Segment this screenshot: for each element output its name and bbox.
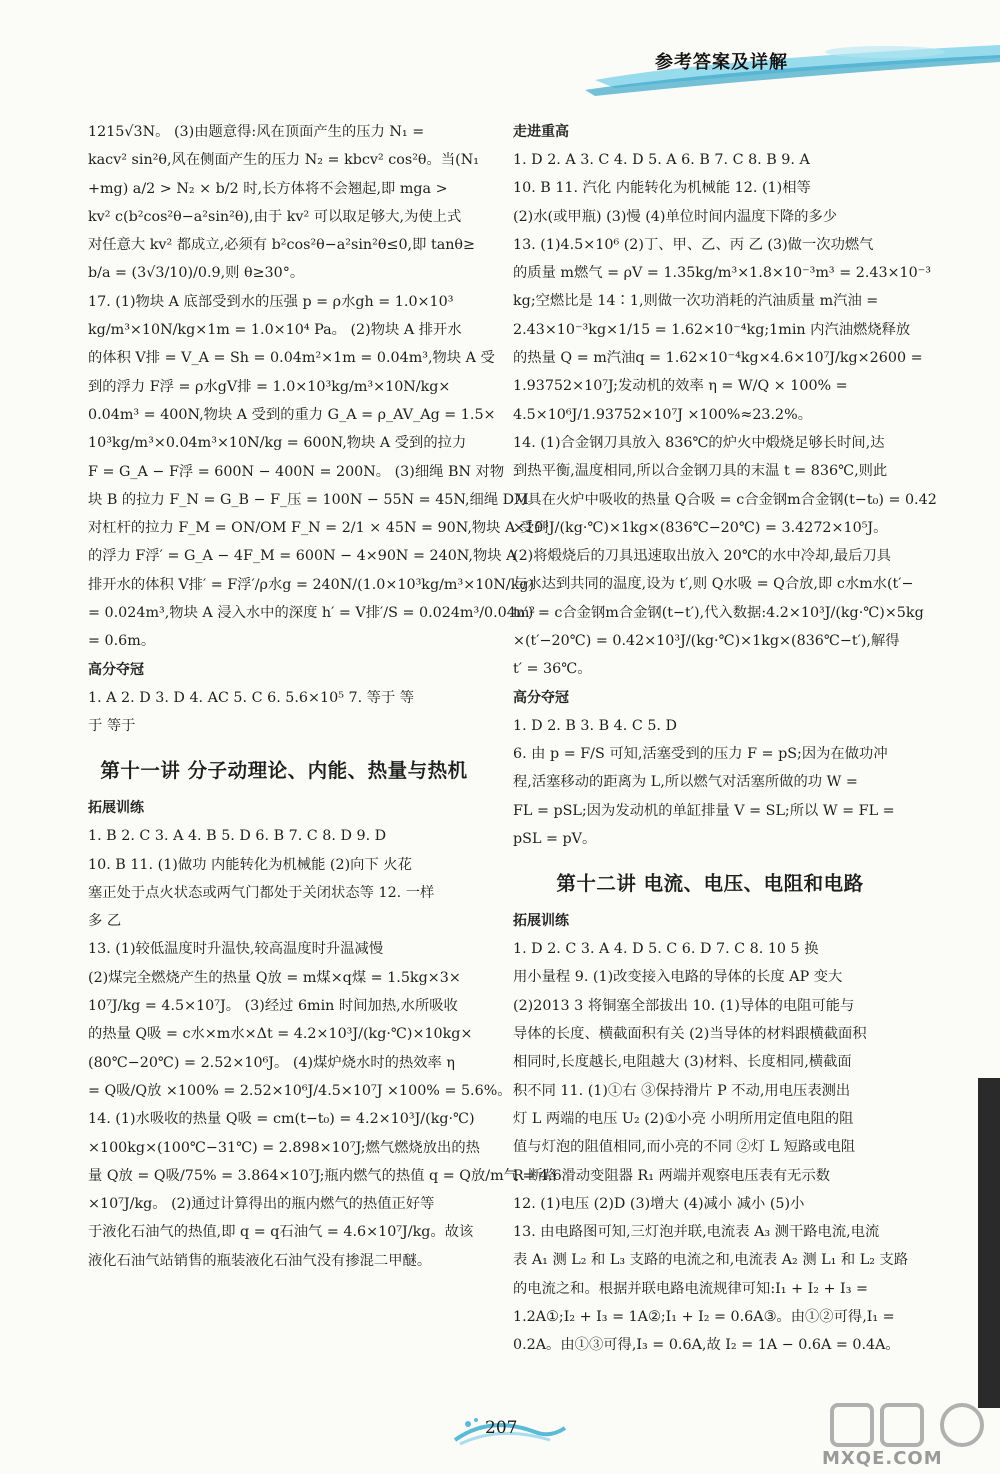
text-line: = 0.024m³,物块 A 浸入水中的深度 h′ = V排′/S = 0.024m³/0.04m² <box>88 605 536 622</box>
text-line: FL = pSL;因为发动机的单缸排量 V = SL;所以 W = FL = <box>513 802 895 819</box>
text-line: 块 B 的拉力 F_N = G_B − F_压 = 100N − 55N = 45N,细绳 DM <box>88 491 529 508</box>
text-line: R 断路 滑动变阻器 R₁ 两端并观察电压表有无示数 <box>513 1167 831 1184</box>
watermark-text: MXQE.COM <box>822 1448 943 1469</box>
page-number: 207 <box>485 1418 518 1438</box>
text-line: ×10⁷J/kg。 (2)通过计算得出的瓶内燃气的热值正好等 <box>88 1196 435 1213</box>
text-line: t₀′) = c合金钢m合金钢(t−t′),代入数据:4.2×10³J/(kg·℃)×5kg <box>513 604 924 621</box>
text-line: = Q吸/Q放 ×100% = 2.52×10⁶J/4.5×10⁷J ×100% = 5.6%。 <box>88 1082 512 1099</box>
text-line: 1215√3N。 (3)由题意得:风在顶面产生的压力 N₁ = <box>88 124 425 140</box>
text-line: F = G_A − F浮 = 600N − 400N = 200N。 (3)细绳 BN 对物 <box>88 463 505 480</box>
text-line: b/a = (3√3/10)/0.9,则 θ≥30°。 <box>88 265 305 282</box>
text-line: 表 A₁ 测 L₂ 和 L₃ 支路的电流之和,电流表 A₂ 测 L₁ 和 L₂ 支路 <box>513 1252 909 1269</box>
text-line: 相同时,长度越长,电阻越大 (3)材料、长度相同,横截面 <box>513 1054 852 1071</box>
text-line: 10. B 11. (1)做功 内能转化为机械能 (2)向下 火花 <box>88 856 412 873</box>
text-line: 的热量 Q = m汽油q = 1.62×10⁻⁴kg×4.6×10⁷J/kg×2600 = <box>513 350 923 367</box>
text-line: 13. (1)较低温度时升温快,较高温度时升温减慢 <box>88 941 384 958</box>
text-line: kv² c(b²cos²θ−a²sin²θ),由于 kv² 可以取足够大,为使上式 <box>88 208 462 225</box>
text-line: 塞正处于点火状态或两气门都处于关闭状态等 12. 一样 <box>88 884 435 901</box>
text-line: 刀具在火炉中吸收的热量 Q合吸 = c合金钢m合金钢(t−t₀) = 0.42 <box>513 491 937 508</box>
text-line: 积不同 11. (1)①右 ③保持滑片 P 不动,用电压表测出 <box>513 1082 851 1099</box>
text-line: 13. (1)4.5×10⁶ (2)丁、甲、乙、丙 乙 (3)做一次功燃气 <box>513 236 874 253</box>
text-line: (2)将煅烧后的刀具迅速取出放入 20℃的水中冷却,最后刀具 <box>513 548 892 565</box>
text-line: kacv² sin²θ,风在侧面产生的压力 N₂ = kbcv² cos²θ。当(N₁ <box>88 152 479 169</box>
text-line: pSL = pV。 <box>513 830 597 847</box>
text-line: (2)水(或甲瓶) (3)慢 (4)单位时间内温度下降的多少 <box>513 208 838 225</box>
text-line: t′ = 36℃。 <box>513 661 592 678</box>
text-line: 1.2A①;I₂ + I₃ = 1A②;I₁ + I₂ = 0.6A③。由①②可得,I₁ = <box>513 1308 895 1325</box>
text-line: 到的浮力 F浮 = ρ水gV排 = 1.0×10³kg/m³×10N/kg× <box>88 378 451 395</box>
section-subheading: 高分夺冠 <box>513 689 569 706</box>
text-line: 液化石油气站销售的瓶装液化石油气没有掺混二甲醚。 <box>88 1252 432 1269</box>
text-line: (80℃−20℃) = 2.52×10⁶J。 (4)煤炉烧水时的热效率 η <box>88 1054 455 1071</box>
text-line: 的电流之和。根据并联电路电流规律可知:I₁ + I₂ + I₃ = <box>513 1280 868 1297</box>
lecture-heading: 第十二讲 电流、电压、电阻和电路 <box>556 872 864 896</box>
text-line: 1. D 2. C 3. A 4. D 5. C 6. D 7. C 8. 10 5 换 <box>513 941 819 958</box>
text-line: 10⁷J/kg = 4.5×10⁷J。 (3)经过 6min 时间加热,水所吸收 <box>88 998 458 1015</box>
text-line: 的体积 V排 = V_A = Sh = 0.04m²×1m = 0.04m³,物块 A 受 <box>88 350 495 367</box>
text-line: 的热量 Q吸 = c水×m水×Δt = 4.2×10³J/(kg·℃)×10kg× <box>88 1026 473 1043</box>
text-line: 13. 由电路图可知,三灯泡并联,电流表 A₃ 测干路电流,电流 <box>513 1224 880 1241</box>
text-line: 量 Q放 = Q吸/75% = 3.864×10⁷J;瓶内燃气的热值 q = Q放/m气 = 4.6 <box>88 1167 562 1184</box>
text-line: 10³kg/m³×0.04m³×10N/kg = 600N,物块 A 受到的拉力 <box>88 435 467 452</box>
text-line: 对杠杆的拉力 F_M = ON/OM F_N = 2/1 × 45N = 90N,物块 A 受到 <box>88 520 549 537</box>
text-line: 0.2A。由①③可得,I₃ = 0.6A,故 I₂ = 1A − 0.6A = 0.4A。 <box>513 1337 900 1354</box>
text-line: 17. (1)物块 A 底部受到水的压强 p = ρ水gh = 1.0×10³ <box>88 293 454 310</box>
text-line: 12. (1)电压 (2)D (3)增大 (4)减小 减小 (5)小 <box>513 1195 805 1212</box>
text-line: 导体的长度、横截面积有关 (2)当导体的材料跟横截面积 <box>513 1026 867 1043</box>
text-line: ×10³J/(kg·℃)×1kg×(836℃−20℃) = 3.4272×10⁵J。 <box>513 519 888 536</box>
text-line: 于液化石油气的热值,即 q = q石油气 = 4.6×10⁷J/kg。故该 <box>88 1224 474 1241</box>
text-line: 于 等于 <box>88 717 136 734</box>
text-line: ×100kg×(100℃−31℃) = 2.898×10⁷J;燃气燃烧放出的热 <box>88 1139 480 1156</box>
text-line: 1.93752×10⁷J;发动机的效率 η = W/Q × 100% = <box>513 378 848 395</box>
text-line: 程,活塞移动的距离为 L,所以燃气对活塞所做的功 W = <box>513 774 858 791</box>
section-subheading: 走进重高 <box>513 124 569 140</box>
text-line: 4.5×10⁶J/1.93752×10⁷J ×100%≈23.2%。 <box>513 406 813 423</box>
section-subheading: 拓展训练 <box>88 800 144 817</box>
text-line: 6. 由 p = F/S 可知,活塞受到的压力 F = pS;因为在做功冲 <box>513 745 888 762</box>
right-column <box>513 118 937 1360</box>
lecture-heading: 第十一讲 分子动理论、内能、热量与热机 <box>100 759 468 783</box>
text-line: = 0.6m。 <box>88 633 156 650</box>
text-line: 1. A 2. D 3. D 4. AC 5. C 6. 5.6×10⁵ 7. 等于 等 <box>88 689 415 706</box>
text-line: 1. D 2. B 3. B 4. C 5. D <box>513 717 677 734</box>
text-line: (2)煤完全燃烧产生的热量 Q放 = m煤×q煤 = 1.5kg×3× <box>88 969 461 986</box>
header-swoosh-decoration <box>585 40 1000 100</box>
side-tab-marker <box>978 1078 1000 1408</box>
text-line: 与水达到共同的温度,设为 t′,则 Q水吸 = Q合放,即 c水m水(t′− <box>513 576 914 593</box>
text-line: (2)2013 3 将铜塞全部拔出 10. (1)导体的电阻可能与 <box>513 997 855 1014</box>
text-line: 10. B 11. 汽化 内能转化为机械能 12. (1)相等 <box>513 180 811 197</box>
text-line: 14. (1)水吸收的热量 Q吸 = cm(t−t₀) = 4.2×10³J/(kg·℃) <box>88 1111 475 1128</box>
text-line: 对任意大 kv² 都成立,必须有 b²cos²θ−a²sin²θ≤0,即 tanθ≥ <box>88 237 476 254</box>
text-line: +mg) a/2 > N₂ × b/2 时,长方体将不会翘起,即 mga > <box>88 180 448 197</box>
text-line: 的浮力 F浮′ = G_A − 4F_M = 600N − 4×90N = 240N,物块 A <box>88 548 517 565</box>
text-line: 灯 L 两端的电压 U₂ (2)①小亮 小明所用定值电阻的阻 <box>513 1110 854 1127</box>
text-line: ×(t′−20℃) = 0.42×10³J/(kg·℃)×1kg×(836℃−t′),解得 <box>513 633 900 650</box>
text-line: kg/m³×10N/kg×1m = 1.0×10⁴ Pa。 (2)物块 A 排开水 <box>88 322 462 339</box>
section-subheading: 高分夺冠 <box>88 661 144 678</box>
text-line: 1. D 2. A 3. C 4. D 5. A 6. B 7. C 8. B 9. A <box>513 152 810 168</box>
section-subheading: 拓展训练 <box>513 913 569 930</box>
text-line: 1. B 2. C 3. A 4. B 5. D 6. B 7. C 8. D 9. D <box>88 828 387 845</box>
text-line: 用小量程 9. (1)改变接入电路的导体的长度 AP 变大 <box>513 969 843 986</box>
text-line: 排开水的体积 V排′ = F浮′/ρ水g = 240N/(1.0×10³kg/m³×10N/kg) <box>88 576 535 593</box>
text-line: 14. (1)合金钢刀具放入 836℃的炉火中煅烧足够长时间,达 <box>513 434 885 451</box>
text-line: 2.43×10⁻³kg×1/15 = 1.62×10⁻⁴kg;1min 内汽油燃烧释放 <box>513 321 911 338</box>
text-line: 0.04m³ = 400N,物块 A 受到的重力 G_A = ρ_AV_Ag = 1.5× <box>88 406 496 423</box>
text-line: kg;空燃比是 14∶1,则做一次功消耗的汽油质量 m汽油 = <box>513 293 879 310</box>
text-line: 多 乙 <box>88 913 122 930</box>
text-line: 到热平衡,温度相同,所以合金钢刀具的末温 t = 836℃,则此 <box>513 463 888 480</box>
header-title: 参考答案及详解 <box>655 52 788 73</box>
text-line: 的质量 m燃气 = ρV = 1.35kg/m³×1.8×10⁻³m³ = 2.43×10⁻³ <box>513 265 932 282</box>
text-line: 值与灯泡的阻值相同,而小亮的不同 ②灯 L 短路或电阻 <box>513 1139 856 1156</box>
